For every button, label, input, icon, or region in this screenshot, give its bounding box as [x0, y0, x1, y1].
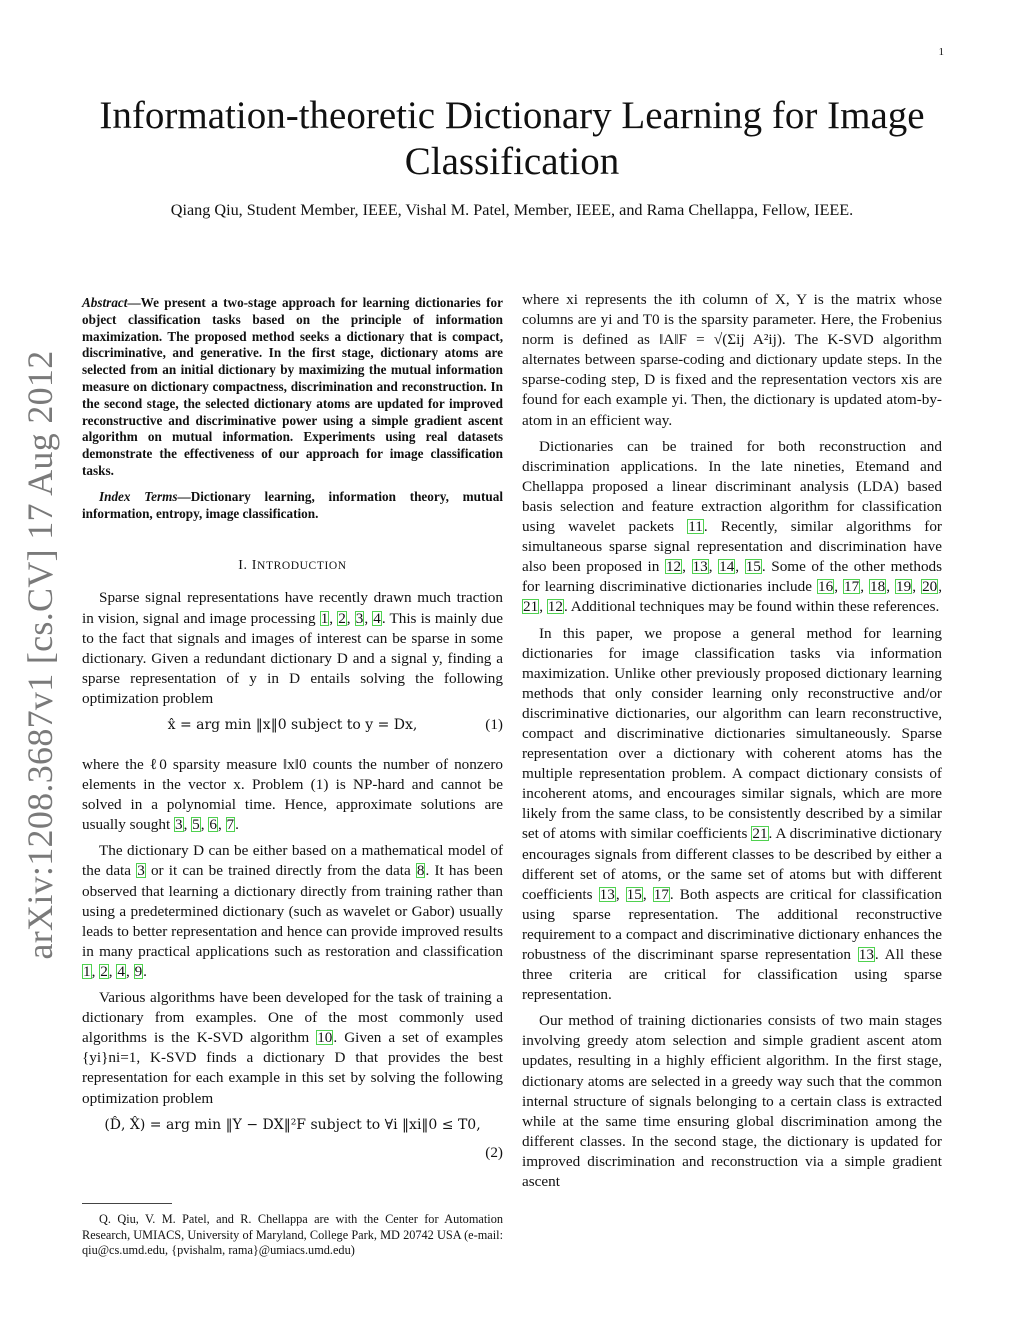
paper-title: Information-theoretic Dictionary Learning for Image Classification: [99, 94, 925, 183]
citation-link[interactable]: 13: [858, 946, 874, 963]
citation-link[interactable]: 8: [416, 862, 425, 880]
citation-link[interactable]: 3: [355, 609, 364, 627]
section-title-rest: NTRODUCTION: [257, 560, 347, 573]
abstract-text: —We present a two-stage approach for learning dictionaries for object classification tasks based on the principle of information maximization. The proposed method seeks a dictionary that is compact, discriminative, and generative. In the first stage, dictionary atoms are selected from an initial dictionary by maximizing the mutual information measure on dictionary compactness, discrimination and reconstruction. In the second stage, the selected dictionary atoms are updated for improved reconstructive and discriminative power using a simple gradient ascent algorithm on mutual information. Experiments using real datasets demonstrate the effectiveness of our approach for image classification tasks.: [82, 295, 503, 478]
citation-link[interactable]: 17: [844, 578, 860, 596]
intro-paragraph-1: Sparse signal representations have recently drawn much traction in vision, signal and image processing 1, 2, 3, 4. This is mainly due to the fact that signals and images of interest can be sparse in some dictionary. Given a redundant dictionary D and a signal y, finding a sparse representation of y in D entails solving the following optimization problem: [82, 589, 504, 707]
equation-1-number: (1): [485, 716, 503, 734]
equation-1: [82, 715, 503, 749]
right-column: [522, 290, 942, 1198]
left-column: [82, 290, 503, 1169]
footnote-rule: [82, 1203, 172, 1204]
citation-link[interactable]: 2: [100, 962, 108, 980]
equation-2-formula: (D̂, X̂) = arg min ‖Y − DX‖²F subject to ∀i ‖xi‖0 ≤ T0,: [104, 1116, 481, 1133]
equation-2-number: (2): [485, 1143, 503, 1161]
index-terms-text: —Dictionary learning, information theory, mutual information, entropy, image classification.: [82, 488, 503, 521]
citation-link[interactable]: 21: [523, 598, 539, 616]
affiliation-footnote: Q. Qiu, V. M. Patel, and R. Chellappa are with the Center for Automation Research, UMIACS, University of Maryland, College Park, MD 20742 USA (e-mail: qiu@cs.umd.edu, {pvishalm, rama}@umiacs.umd.edu): [82, 1212, 503, 1258]
citation-link[interactable]: 1: [320, 609, 329, 627]
intro-paragraph-3: The dictionary D can be either based on a mathematical model of the data 3 or it can be trained directly from the data 8. It has been observed that learning a dictionary directly from training rather than using a predetermined dictionary (such as wavelet or Gabor) usually leads to better representation and hence can provide improved results in many practical applications such as restoration and classification 1, 2, 4, 9.: [82, 842, 503, 980]
citation-link[interactable]: 7: [226, 816, 235, 834]
citation-link[interactable]: 16: [818, 578, 834, 596]
page-number: 1: [938, 46, 944, 58]
citation-link[interactable]: 4: [373, 609, 381, 627]
intro-paragraph-8: Our method of training dictionaries consists of two main stages involving greedy atom selection and simple gradient ascent atom updates, resulting in a highly efficient algorithm. In the first stage, dictionary atoms are selected in a greedy way such that the common internal structure of signals belonging to a certain class is extracted while at the same time ensuring global discrimination among the different classes. In the second stage, the dictionary is updated for improved discrimination and reconstruction via a simple gradient ascent: [522, 1012, 942, 1191]
citation-link[interactable]: 13: [692, 558, 708, 576]
intro-paragraph-7: In this paper, we propose a general method for learning dictionaries for image classification tasks via information maximization. Unlike other previously proposed dictionary learning methods that only consider learning only reconstructive and/or discriminative dictionaries, our algorithm can learn reconstructive, compact and discriminative dictionaries simultaneously. Sparse representation over a dictionary with coherent atoms has the multiple representation problem. A compact dictionary consists of incoherent atoms, and encourages similar signals, which are more likely from the same class, to be consistently described by a similar set of atoms with similar coefficients 21. A discriminative dictionary encourages signals from different classes to be described by either a different set of atoms, or the same set of atoms but with different coefficients 13, 15, 17. Both aspects are critical for classification using sparse representation. The additional reconstructive requirement to a compact and discriminative dictionary enhances the robustness of the discriminant sparse representation 13. All these three criteria are critical for classification using sparse representation.: [522, 624, 942, 1004]
author-line: Qiang Qiu, Student Member, IEEE, Vishal M. Patel, Member, IEEE, and Rama Chellappa, Fellow, IEEE.: [170, 201, 854, 219]
citation-link[interactable]: 5: [192, 816, 200, 834]
citation-link[interactable]: 12: [665, 558, 682, 576]
citation-link[interactable]: 10: [317, 1029, 333, 1047]
citation-link[interactable]: 3: [174, 816, 183, 834]
citation-link[interactable]: 11: [688, 518, 703, 536]
intro-paragraph-2: where the ℓ0 sparsity measure ‖x‖0 counts the number of nonzero elements in the vector x. Problem (1) is NP-hard and cannot be solved in a polynomial time. Hence, approximate solutions are usually sought 3, 5, 6, 7.: [82, 756, 503, 834]
intro-paragraph-5: where xi represents the ith column of X, Y is the matrix whose columns are yi and T0 is the sparsity parameter. Here, the Frobenius norm is defined as ‖A‖F = √(Σij A²ij). The K-SVD algorithm alternates between sparse-coding and dictionary update steps. In the sparse-coding step, D is fixed and the representation vectors xis are found for each example yi. Then, the dictionary is updated atom-by-atom in an efficient way.: [522, 291, 942, 429]
citation-link[interactable]: 17: [653, 885, 669, 903]
citation-link[interactable]: 6: [209, 816, 217, 834]
citation-link[interactable]: 21: [752, 825, 768, 843]
citation-link[interactable]: 4: [117, 962, 125, 980]
section-heading-introduction: [82, 556, 503, 576]
equation-2: [82, 1115, 503, 1163]
section-first-letter: I: [251, 558, 258, 574]
citation-link[interactable]: 15: [626, 885, 642, 903]
citation-link[interactable]: 2: [338, 609, 346, 627]
citation-link[interactable]: 14: [719, 558, 735, 576]
abstract: [82, 295, 503, 480]
index-terms: [82, 489, 503, 523]
citation-link[interactable]: 20: [922, 578, 938, 596]
citation-link[interactable]: 3: [137, 862, 145, 880]
citation-link[interactable]: 9: [134, 962, 143, 980]
citation-link[interactable]: 19: [896, 578, 912, 596]
arxiv-identifier-text: arXiv:1208.3687v1 [cs.CV] 17 Aug 2012: [20, 350, 60, 960]
index-terms-label: Index Terms: [99, 488, 178, 504]
intro-paragraph-6: Dictionaries can be trained for both reconstruction and discrimination applications. In the late nineties, Etemand and Chellappa proposed a linear discriminant analysis (LDA) based basis selection and feature extraction algorithm for classification using wavelet packets 11. Recently, similar algorithms for simultaneous sparse signal representation and discrimination have also been proposed in 12, 13, 14, 15. Some of the other methods for learning discriminative dictionaries include 16, 17, 18, 19, 20, 21, 12. Additional techniques may be found within these references.: [522, 437, 943, 616]
citation-link[interactable]: 1: [83, 962, 91, 980]
intro-paragraph-4: Various algorithms have been developed for the task of training a dictionary from examples. One of the most commonly used algorithms is the K-SVD algorithm 10. Given a set of examples {yi}ni=1, K-SVD finds a dictionary D that provides the best representation for each example in this set by solving the following optimization problem: [82, 989, 504, 1107]
citation-link[interactable]: 13: [599, 885, 615, 903]
citation-link[interactable]: 15: [745, 558, 761, 576]
arxiv-identifier-stamp: [20, 350, 60, 960]
citation-link[interactable]: 12: [547, 598, 563, 616]
abstract-label: Abstract: [82, 295, 128, 310]
citation-link[interactable]: 18: [870, 578, 886, 596]
section-numeral: I.: [238, 558, 248, 574]
equation-1-formula: x̂ = arg min ‖x‖0 subject to y = Dx,: [167, 717, 418, 734]
